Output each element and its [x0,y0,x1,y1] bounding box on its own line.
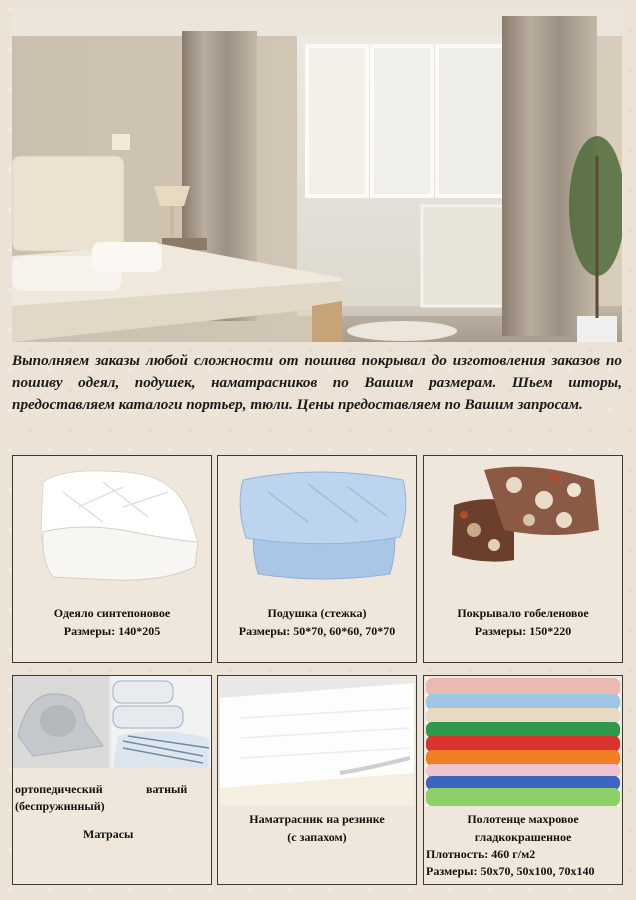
bedspread-image [444,460,604,565]
mattresses-image [13,676,211,768]
product-name-line2: (с запахом) [287,830,347,844]
product-name-line2: гладкокрашенное [474,830,572,844]
mattress-type-left: ортопедический [15,782,103,796]
towels-image [426,678,620,806]
product-name: Покрывало гобеленовое [457,606,589,620]
product-name-line1: Наматрасник на резинке [249,812,385,826]
product-sizes: Размеры: 50х70, 50х100, 70х140 [426,864,595,878]
intro-paragraph: Выполняем заказы любой сложности от пошива покрывал до изготовления заказов по пошиву одеял, подушек, наматрасников по Вашим размерам. Шьем шторы, предоставляем каталоги портьер, тюли. Цены предоставляем по Вашим запросам. [12,352,622,413]
pillow-image [228,462,408,592]
product-name: Одеяло синтепоновое [53,606,171,620]
product-sizes: Размеры: 140*205 [63,624,161,638]
product-card-bedspread[interactable] [423,455,623,663]
product-sizes: Размеры: 150*220 [474,624,572,638]
product-card-towels[interactable] [423,675,623,885]
product-card-pillow[interactable] [217,455,417,663]
blanket-image [23,462,203,592]
product-name: Матрасы [83,827,134,841]
mattress-type-note: (беспружинный) [15,799,105,813]
product-density: Плотность: 460 г/м2 [426,847,536,861]
mattress-type-right: ватный [146,782,188,796]
product-sizes: Размеры: 50*70, 60*60, 70*70 [238,624,396,638]
product-name: Подушка (стежка) [267,606,367,620]
product-name-line1: Полотенце махровое [467,812,579,826]
mattress-pad-image [220,678,414,806]
bedroom-photo [12,6,622,342]
product-card-mattresses[interactable] [12,675,212,885]
product-card-blanket[interactable] [12,455,212,663]
product-card-mattress-pad[interactable] [217,675,417,885]
